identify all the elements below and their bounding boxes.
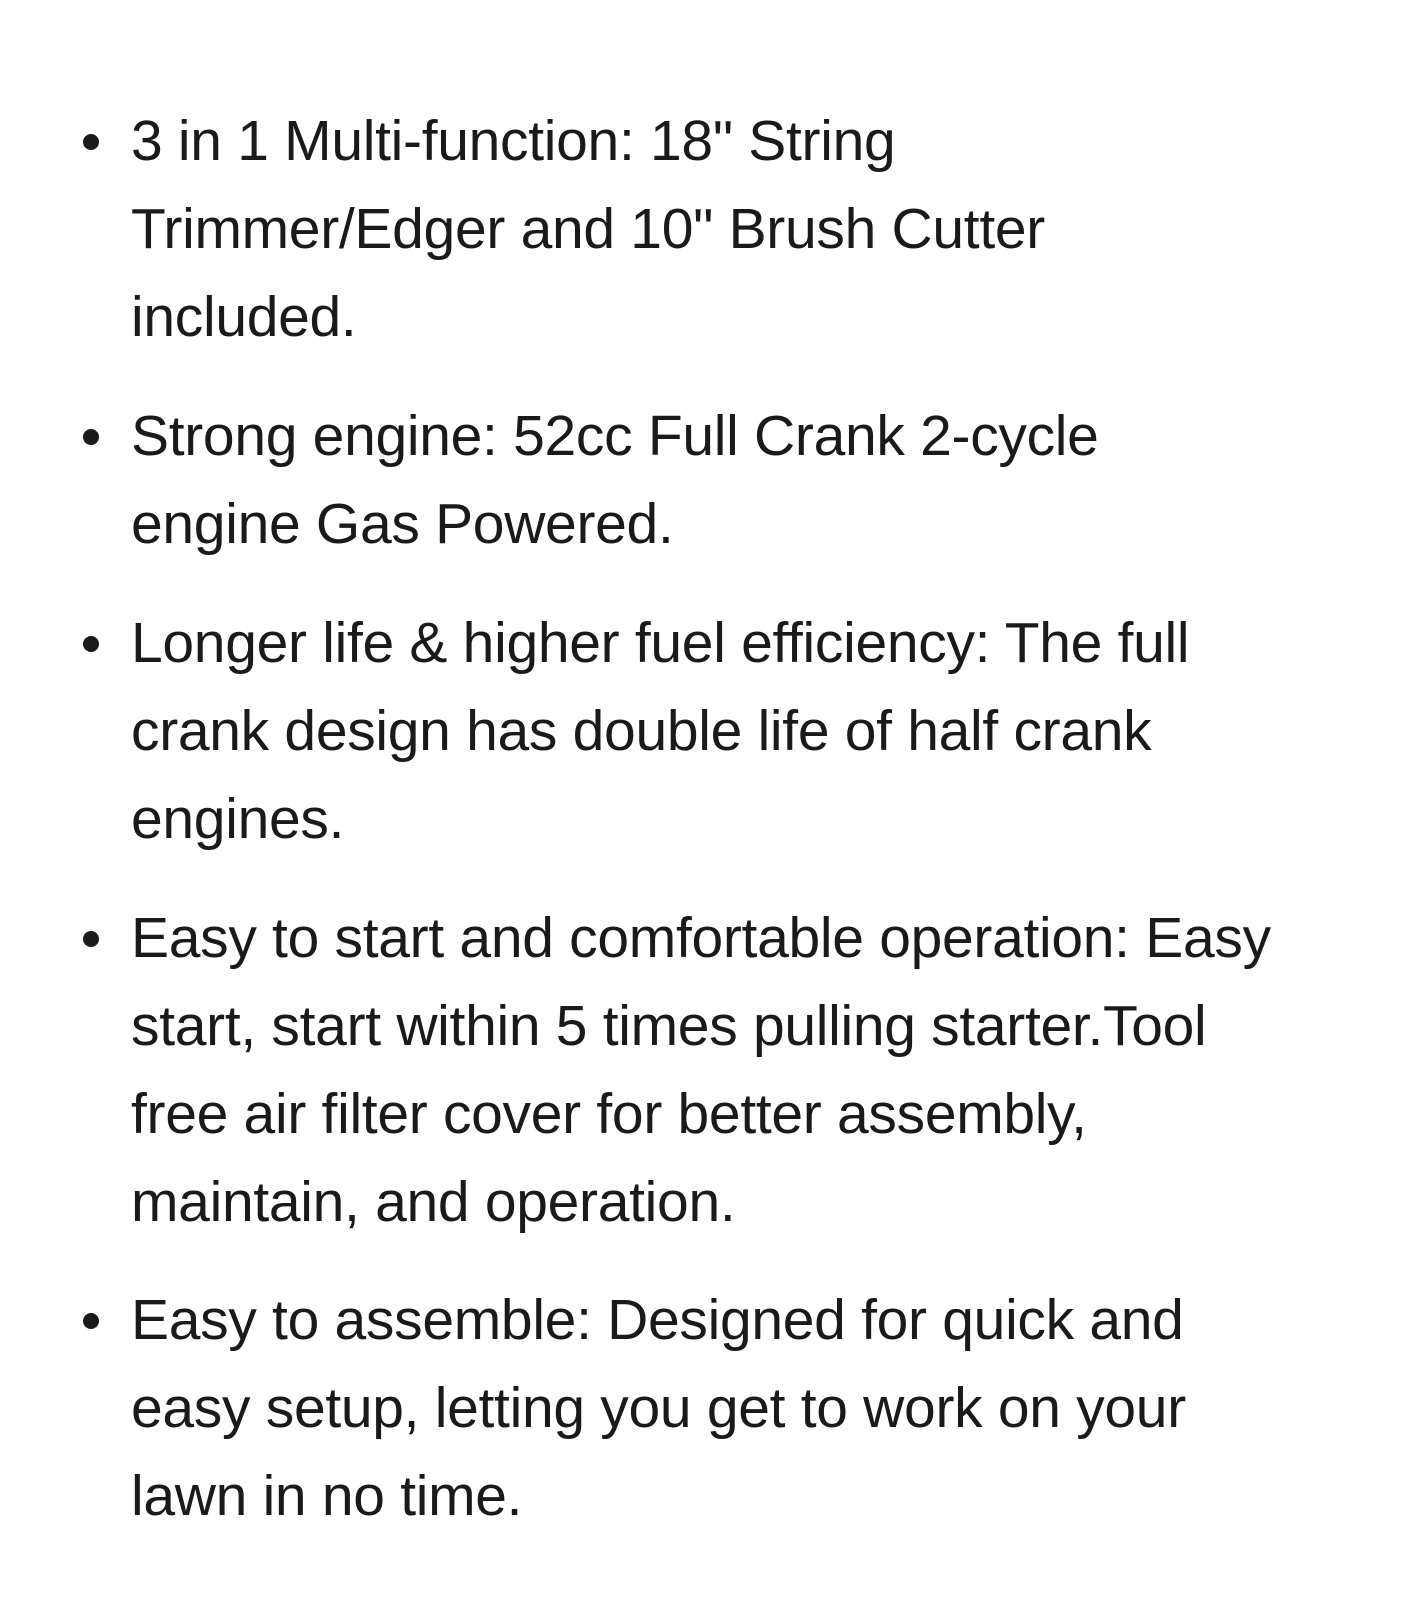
feature-line: 3 in 1 Multi-function: 18" String: [131, 109, 896, 173]
feature-line: free air filter cover for better assembly,: [131, 1082, 1087, 1146]
bullet-icon: [83, 134, 99, 150]
feature-text: [131, 599, 1356, 863]
bullet-icon: [83, 1313, 99, 1329]
bullet-icon: [83, 429, 99, 445]
feature-line: Easy to assemble: Designed for quick and: [131, 1288, 1184, 1352]
feature-line: included.: [131, 285, 357, 349]
bullet-icon: [83, 931, 99, 947]
feature-line: lawn in no time.: [131, 1464, 523, 1528]
feature-line: Strong engine: 52cc Full Crank 2-cycle: [131, 404, 1099, 468]
feature-text: [131, 894, 1356, 1246]
feature-line: engine Gas Powered.: [131, 492, 674, 556]
feature-text: [131, 97, 1356, 361]
bullet-icon: [83, 636, 99, 652]
feature-line: Longer life & higher fuel efficiency: The full: [131, 611, 1190, 675]
feature-line: Trimmer/Edger and 10" Brush Cutter: [131, 197, 1045, 261]
feature-line: easy setup, letting you get to work on your: [131, 1376, 1186, 1440]
feature-text: [131, 392, 1356, 568]
feature-line: maintain, and operation.: [131, 1170, 736, 1234]
feature-text: [131, 1276, 1356, 1540]
feature-line: start, start within 5 times pulling starter.Tool: [131, 994, 1207, 1058]
feature-line: Easy to start and comfortable operation: Easy: [131, 906, 1271, 970]
feature-line: engines.: [131, 787, 345, 851]
feature-line: crank design has double life of half crank: [131, 699, 1152, 763]
